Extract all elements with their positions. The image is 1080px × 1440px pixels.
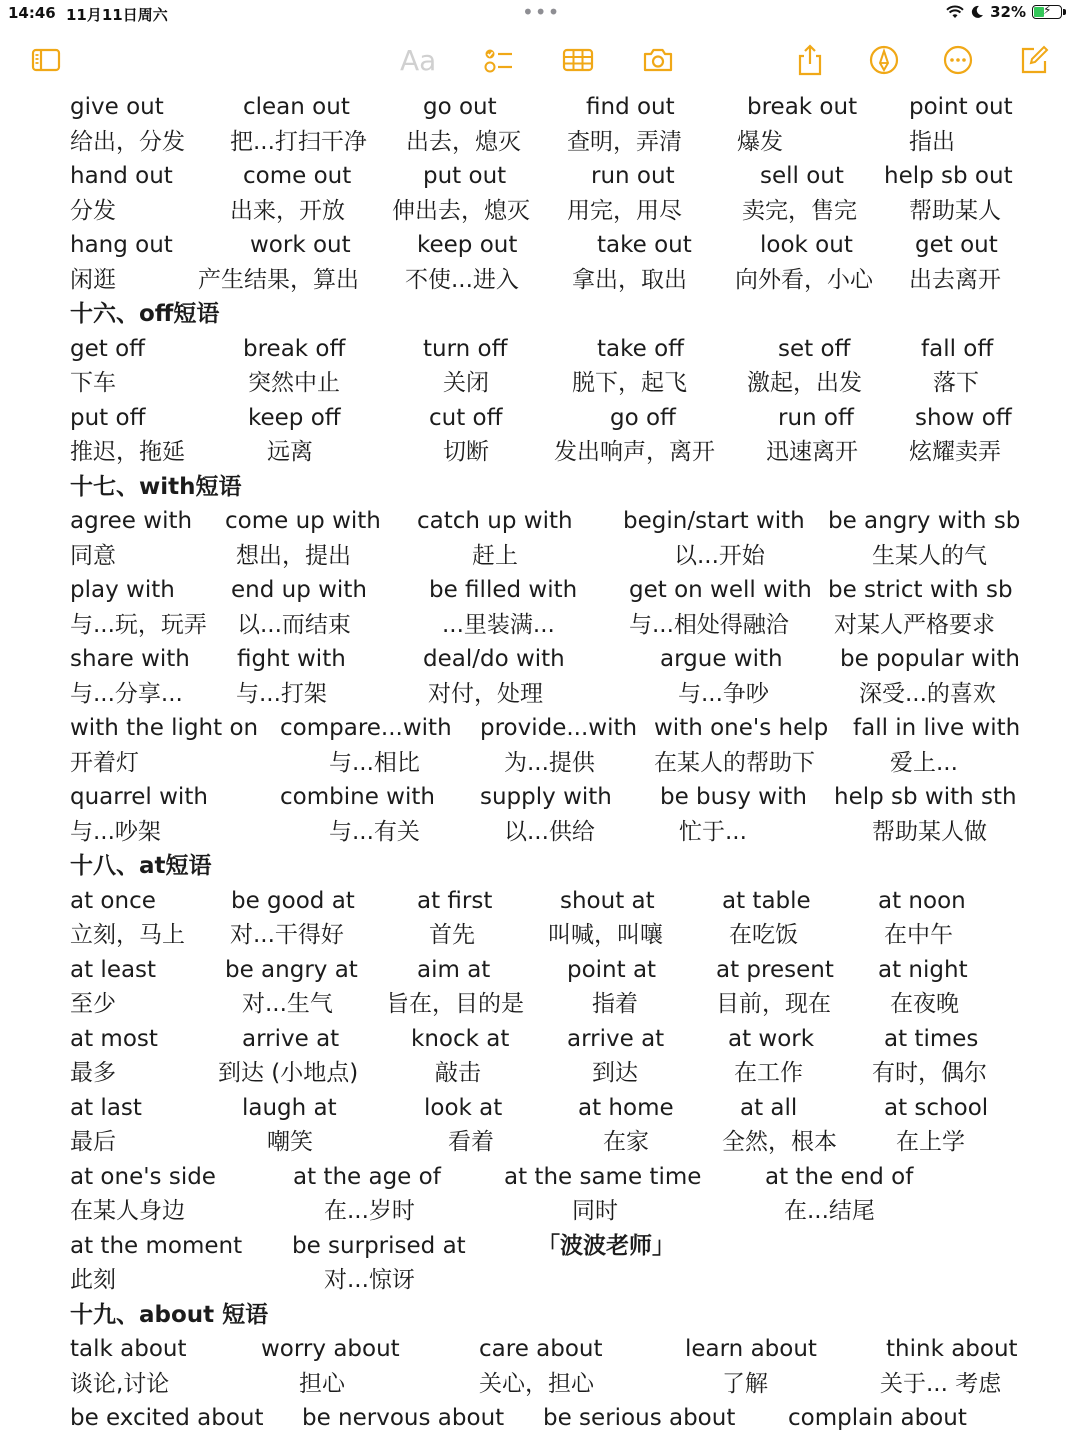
phrase-chinese: 出来，开放 xyxy=(230,197,345,224)
phrase-english: at noon xyxy=(878,887,966,914)
phrase-chinese: 对...干得好 xyxy=(230,922,344,948)
battery-icon: ⚡ xyxy=(1032,5,1062,19)
phrase-english: at least xyxy=(70,956,157,983)
phrase-chinese: 下车 xyxy=(70,370,116,396)
phrase-english: laugh at xyxy=(242,1094,337,1121)
phrase-chinese: 对...惊讶 xyxy=(324,1267,415,1293)
phrase-chinese: 最后 xyxy=(70,1129,116,1155)
phrase-english: provide...with xyxy=(480,715,638,741)
phrase-row xyxy=(70,1263,1020,1298)
phrase-english: be nervous about xyxy=(302,1405,505,1431)
phrase-chinese: 为...提供 xyxy=(504,749,595,776)
section-out-phrases xyxy=(70,90,1020,297)
phrase-english: with the light on xyxy=(70,715,259,741)
phrase-chinese: 开着灯 xyxy=(70,749,139,776)
phrase-english: come out xyxy=(243,163,352,189)
phrase-chinese: 指出 xyxy=(909,128,955,155)
phrase-row xyxy=(70,539,1020,574)
phrase-chinese: 以...供给 xyxy=(504,818,595,845)
phrase-row xyxy=(70,884,1020,919)
phrase-row xyxy=(70,194,1020,229)
phrase-chinese: 对某人严格要求 xyxy=(834,611,995,638)
phrase-english: at table xyxy=(722,887,811,914)
phrase-english: put off xyxy=(70,404,146,431)
phrase-english: help sb with sth xyxy=(834,784,1017,810)
phrase-chinese: 与...相处得融洽 xyxy=(629,611,789,638)
phrase-chinese: 与...打架 xyxy=(236,680,327,707)
phrase-row xyxy=(70,90,1020,125)
phrase-english: be angry with sb xyxy=(828,508,1021,534)
phrase-chinese: 迅速离开 xyxy=(766,439,858,465)
checklist-icon xyxy=(481,43,515,77)
phrase-english: fall off xyxy=(921,335,994,362)
phrase-english: point out xyxy=(909,94,1013,120)
phrase-english: set off xyxy=(778,335,851,362)
phrase-chinese: 旨在，目的是 xyxy=(386,991,524,1017)
phrase-chinese: 在工作 xyxy=(734,1060,803,1086)
phrase-row xyxy=(70,677,1020,712)
phrase-english: at one's side xyxy=(70,1163,216,1190)
phrase-row xyxy=(70,228,1020,263)
phrase-english: be popular with xyxy=(840,646,1020,672)
phrase-chinese: 谈论,讨论 xyxy=(70,1370,170,1397)
status-bar xyxy=(0,0,1080,28)
phrase-english: at last xyxy=(70,1094,142,1121)
phrase-row xyxy=(70,159,1020,194)
phrase-chinese: 爆发 xyxy=(737,128,783,155)
phrase-chinese: 帮助某人做 xyxy=(872,818,987,845)
phrase-chinese: 嘲笑 xyxy=(267,1129,313,1155)
phrase-chinese: 有时，偶尔 xyxy=(872,1060,987,1086)
more-button[interactable] xyxy=(938,38,978,82)
phrase-english: arrive at xyxy=(242,1025,340,1052)
phrase-chinese: 最多 xyxy=(70,1060,116,1086)
new-note-button[interactable] xyxy=(1014,38,1054,82)
phrase-row xyxy=(70,1022,1020,1057)
phrase-chinese: 立刻，马上 xyxy=(70,922,185,948)
phrase-english: at present xyxy=(716,956,834,983)
phrase-english: shout at xyxy=(560,887,655,914)
phrase-english: think about xyxy=(886,1336,1018,1362)
phrase-english: end up with xyxy=(231,577,367,603)
phrase-english: complain about xyxy=(788,1405,967,1431)
phrase-english: care about xyxy=(479,1336,603,1362)
phrase-english: combine with xyxy=(280,784,435,810)
markup-pen-icon xyxy=(867,43,901,77)
phrase-row xyxy=(70,953,1020,988)
phrase-english: go off xyxy=(610,404,676,431)
phrase-chinese: 推迟，拖延 xyxy=(70,439,185,465)
phrase-english: hang out xyxy=(70,232,173,258)
phrase-english: get on well with xyxy=(629,577,812,603)
phrase-row xyxy=(70,1194,1020,1229)
phrase-chinese: 发出响声，离开 xyxy=(554,439,715,465)
phrase-english: worry about xyxy=(261,1336,400,1362)
more-icon xyxy=(941,43,975,77)
phrase-english: keep out xyxy=(417,232,518,258)
phrase-chinese: 担心 xyxy=(299,1370,345,1397)
phrase-english: at home xyxy=(578,1094,674,1121)
phrase-english: aim at xyxy=(417,956,491,983)
note-body[interactable] xyxy=(70,90,1020,1436)
phrase-english: supply with xyxy=(480,784,612,810)
phrase-chinese: 在家 xyxy=(603,1129,649,1155)
phrase-chinese: 在吃饭 xyxy=(729,922,798,948)
phrase-english: show off xyxy=(915,404,1012,431)
phrase-english: put out xyxy=(423,163,507,189)
phrase-chinese: 生某人的气 xyxy=(872,542,987,569)
phrase-chinese: 在...岁时 xyxy=(324,1198,415,1224)
phrase-chinese: 关心，担心 xyxy=(479,1370,594,1397)
checklist-button[interactable] xyxy=(478,38,518,82)
phrase-english: arrive at xyxy=(567,1025,665,1052)
phrase-english: find out xyxy=(586,94,675,120)
phrase-chinese: 查明，弄清 xyxy=(567,128,682,155)
phrase-english: turn off xyxy=(423,335,508,362)
section-about-phrases xyxy=(70,1332,1020,1436)
phrase-row xyxy=(70,711,1020,746)
phrase-chinese: 在某人的帮助下 xyxy=(654,749,815,776)
phrase-english: at the age of xyxy=(293,1163,441,1190)
phrase-english: look at xyxy=(424,1094,503,1121)
phrase-chinese: 与...分享... xyxy=(70,680,183,707)
phrase-chinese: 与...争吵 xyxy=(678,680,769,707)
compose-icon xyxy=(1017,43,1051,77)
phrase-row xyxy=(70,780,1020,815)
share-button[interactable] xyxy=(790,38,830,82)
phrase-chinese: 给出，分发 xyxy=(70,128,185,155)
phrase-english: at the same time xyxy=(504,1163,702,1190)
phrase-chinese: 目前，现在 xyxy=(716,991,831,1017)
phrase-english: take off xyxy=(597,335,684,362)
phrase-row xyxy=(70,573,1020,608)
markup-button[interactable] xyxy=(864,38,904,82)
phrase-chinese: 此刻 xyxy=(70,1267,116,1293)
phrase-english: go out xyxy=(423,94,497,120)
phrase-chinese: 在上学 xyxy=(896,1129,965,1155)
phrase-english: come up with xyxy=(225,508,381,534)
phrase-chinese: 用完，用尽 xyxy=(567,197,682,224)
table-icon xyxy=(561,43,595,77)
phrase-english: at the end of xyxy=(765,1163,914,1190)
phrase-chinese: 伸出去，熄灭 xyxy=(392,197,530,224)
phrase-row xyxy=(70,366,1020,401)
phrase-chinese: 闲逛 xyxy=(70,266,116,293)
phrase-english: at times xyxy=(884,1025,979,1052)
phrase-english: fall in live with xyxy=(853,715,1021,741)
phrase-row xyxy=(70,1056,1020,1091)
section-with-phrases xyxy=(70,504,1020,849)
section-heading-at: 十八、at短语 xyxy=(70,853,212,879)
phrase-chinese: 对...生气 xyxy=(242,991,333,1017)
phrase-chinese: 以...而结束 xyxy=(237,611,351,638)
phrase-chinese: 了解 xyxy=(722,1370,768,1397)
phrase-english: with one's help xyxy=(654,715,829,741)
phrase-english: be serious about xyxy=(543,1405,736,1431)
phrase-row xyxy=(70,504,1020,539)
phrase-english: be angry at xyxy=(225,956,358,983)
phrase-chinese: 在夜晚 xyxy=(890,991,959,1017)
sidebar-icon xyxy=(29,43,63,77)
phrase-chinese: 想出，提出 xyxy=(236,542,351,569)
share-icon xyxy=(793,43,827,77)
phrase-english: at most xyxy=(70,1025,158,1052)
phrase-english: learn about xyxy=(685,1336,817,1362)
phrase-chinese: 在某人身边 xyxy=(70,1198,185,1224)
phrase-english: look out xyxy=(760,232,853,258)
phrase-english: keep off xyxy=(248,404,341,431)
phrase-row xyxy=(70,987,1020,1022)
phrase-english: at night xyxy=(878,956,968,983)
phrase-english: at first xyxy=(417,887,493,914)
phrase-chinese: 叫喊，叫嚷 xyxy=(548,922,663,948)
phrase-english: be filled with xyxy=(429,577,578,603)
phrase-chinese: 爱上... xyxy=(890,749,958,776)
phrase-chinese: 与...有关 xyxy=(329,818,420,845)
phrase-chinese: 与...吵架 xyxy=(70,818,161,845)
phrase-chinese: ...里装满... xyxy=(442,611,555,638)
phrase-chinese: 至少 xyxy=(70,991,116,1017)
phrase-english: begin/start with xyxy=(623,508,805,534)
phrase-chinese: 到达 (小地点) xyxy=(218,1060,359,1086)
phrase-row xyxy=(70,642,1020,677)
phrase-chinese: 在...结尾 xyxy=(784,1198,875,1224)
phrase-english: agree with xyxy=(70,508,193,534)
camera-button[interactable] xyxy=(638,38,678,82)
phrase-english: at school xyxy=(884,1094,989,1121)
phrase-row xyxy=(70,332,1020,367)
phrase-chinese: 忙于... xyxy=(679,818,747,845)
phrase-english: play with xyxy=(70,577,175,603)
multitasking-dots-icon[interactable]: ••• xyxy=(522,0,561,24)
phrase-english: catch up with xyxy=(417,508,573,534)
phrase-english: 「波波老师」 xyxy=(537,1232,675,1259)
phrase-english: compare...with xyxy=(280,715,452,741)
phrase-row xyxy=(70,1160,1020,1195)
phrase-row xyxy=(70,1125,1020,1160)
phrase-row xyxy=(70,918,1020,953)
section-heading-with: 十七、with短语 xyxy=(70,473,242,500)
phrase-english: talk about xyxy=(70,1336,187,1362)
phrase-chinese: 炫耀卖弄 xyxy=(909,439,1001,465)
phrase-english: be excited about xyxy=(70,1405,264,1431)
phrase-row xyxy=(70,608,1020,643)
phrase-english: knock at xyxy=(411,1025,510,1052)
phrase-english: take out xyxy=(597,232,692,258)
phrase-english: at work xyxy=(728,1025,815,1052)
phrase-english: be good at xyxy=(231,887,355,914)
phrase-chinese: 分发 xyxy=(70,197,116,224)
phrase-chinese: 同意 xyxy=(70,542,116,569)
phrase-row xyxy=(70,435,1020,470)
status-right xyxy=(946,3,1066,21)
phrase-chinese: 落下 xyxy=(933,370,979,396)
phrase-english: give out xyxy=(70,94,164,120)
phrase-english: at once xyxy=(70,887,156,914)
phrase-row xyxy=(70,263,1020,298)
phrase-english: at the moment xyxy=(70,1232,243,1259)
phrase-row xyxy=(70,1401,1020,1436)
phrase-chinese: 向外看，小心 xyxy=(735,266,873,293)
phrase-english: sell out xyxy=(760,163,844,189)
phrase-row xyxy=(70,746,1020,781)
moon-icon xyxy=(970,5,984,19)
phrase-chinese: 对付，处理 xyxy=(428,680,543,707)
phrase-chinese: 敲击 xyxy=(435,1060,481,1086)
phrase-english: hand out xyxy=(70,163,173,189)
phrase-chinese: 把...打扫干净 xyxy=(230,128,367,155)
phrase-english: be busy with xyxy=(660,784,807,810)
status-date: 11月11日周六 xyxy=(66,6,168,24)
section-heading-about: 十九、about 短语 xyxy=(70,1301,269,1328)
phrase-chinese: 首先 xyxy=(429,922,475,948)
phrase-english: deal/do with xyxy=(423,646,565,672)
phrase-english: work out xyxy=(250,232,351,258)
phrase-english: fight with xyxy=(237,646,346,672)
phrase-chinese: 脱下，起飞 xyxy=(572,370,687,396)
phrase-english: get off xyxy=(70,335,145,362)
phrase-english: clean out xyxy=(243,94,350,120)
section-off-phrases xyxy=(70,332,1020,470)
phrase-chinese: 以...开始 xyxy=(674,542,765,569)
camera-icon xyxy=(641,43,675,77)
phrase-row xyxy=(70,1332,1020,1367)
phrase-chinese: 指着 xyxy=(592,991,638,1017)
phrase-row xyxy=(70,1091,1020,1126)
status-time: 14:46 xyxy=(8,4,56,22)
sidebar-toggle-button[interactable] xyxy=(26,38,66,82)
phrase-english: argue with xyxy=(660,646,783,672)
phrase-chinese: 切断 xyxy=(443,439,489,465)
phrase-chinese: 远离 xyxy=(267,439,313,465)
wifi-icon xyxy=(946,5,964,19)
phrase-english: be strict with sb xyxy=(828,577,1013,603)
phrase-chinese: 激起，出发 xyxy=(747,370,862,396)
phrase-row xyxy=(70,401,1020,436)
phrase-chinese: 与...玩，玩弄 xyxy=(70,611,207,638)
phrase-english: break off xyxy=(243,335,346,362)
table-button[interactable] xyxy=(558,38,598,82)
phrase-chinese: 在中午 xyxy=(884,922,953,948)
phrase-chinese: 关闭 xyxy=(443,370,489,396)
section-heading-off: 十六、off短语 xyxy=(70,301,220,327)
phrase-english: at all xyxy=(740,1094,798,1121)
phrase-chinese: 突然中止 xyxy=(248,370,340,396)
phrase-chinese: 帮助某人 xyxy=(909,197,1001,224)
notes-toolbar xyxy=(0,38,1080,88)
phrase-english: quarrel with xyxy=(70,784,208,810)
phrase-english: share with xyxy=(70,646,190,672)
phrase-english: help sb out xyxy=(884,163,1013,189)
phrase-chinese: 卖完，售完 xyxy=(742,197,857,224)
phrase-chinese: 与...相比 xyxy=(329,749,420,776)
phrase-chinese: 出去离开 xyxy=(909,266,1001,293)
phrase-english: break out xyxy=(747,94,858,120)
phrase-chinese: 关于... 考虑 xyxy=(880,1370,1002,1397)
section-at-phrases xyxy=(70,884,1020,1298)
phrase-chinese: 到达 xyxy=(592,1060,638,1086)
phrase-chinese: 产生结果，算出 xyxy=(198,266,359,293)
phrase-row xyxy=(70,1367,1020,1402)
phrase-english: point at xyxy=(567,956,657,983)
phrase-chinese: 全然，根本 xyxy=(722,1129,837,1155)
phrase-row xyxy=(70,1229,1020,1264)
phrase-chinese: 赶上 xyxy=(472,542,518,569)
phrase-chinese: 出去，熄灭 xyxy=(406,128,521,155)
phrase-chinese: 同时 xyxy=(572,1198,618,1224)
phrase-english: run out xyxy=(591,163,675,189)
phrase-english: cut off xyxy=(429,404,503,431)
phrase-english: get out xyxy=(915,232,998,258)
phrase-chinese: 深受...的喜欢 xyxy=(859,680,996,707)
phrase-row xyxy=(70,815,1020,850)
phrase-chinese: 看着 xyxy=(448,1129,494,1155)
format-button[interactable]: Aa xyxy=(400,44,437,77)
phrase-chinese: 不使...进入 xyxy=(405,266,519,293)
battery-percent: 32% xyxy=(990,3,1026,21)
phrase-chinese: 拿出，取出 xyxy=(572,266,687,293)
phrase-english: be surprised at xyxy=(292,1232,466,1259)
phrase-english: run off xyxy=(778,404,854,431)
phrase-row xyxy=(70,125,1020,160)
